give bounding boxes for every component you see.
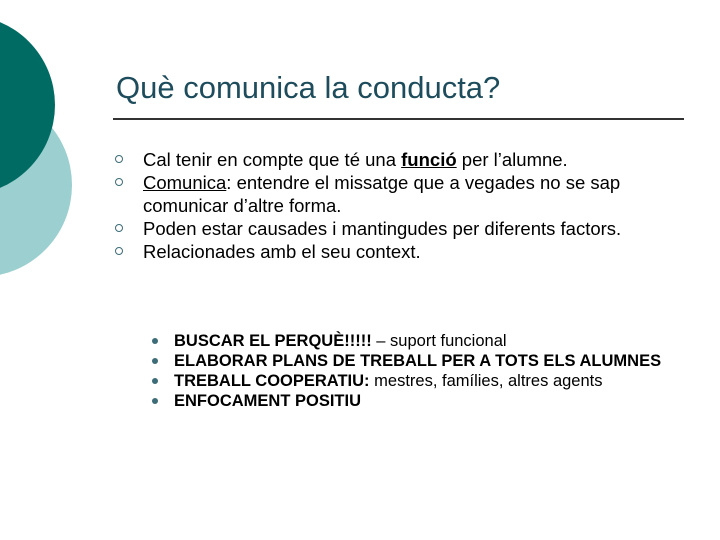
sub-bullet-bold-text: BUSCAR EL PERQUÈ!!!!!: [174, 332, 372, 350]
sub-bullet-bold-text: ELABORAR PLANS DE TREBALL PER A TOTS ELS ALUMNES: [174, 352, 662, 370]
sub-bullet-text: – suport funcional: [371, 332, 507, 350]
slide-title: Què comunica la conducta?: [116, 70, 501, 105]
bullet-text: Cal tenir en compte que té una: [143, 149, 402, 170]
sub-bullet-bold-text: ENFOCAMENT POSITIU: [174, 392, 362, 410]
ring-bullet-icon: [115, 224, 123, 232]
sub-bullet-item: [0, 371, 694, 391]
dot-bullet-icon: [152, 358, 158, 364]
ring-bullet-icon: [115, 178, 123, 186]
bullet-item: [0, 240, 663, 263]
sub-bullet-list: [0, 331, 694, 411]
bullet-text: Relacionades amb el seu context.: [143, 241, 421, 262]
bullet-text: Poden estar causades i mantingudes per diferents factors.: [143, 218, 622, 239]
bullet-underlined-text: Comunica: [143, 172, 227, 193]
dot-bullet-icon: [152, 378, 158, 384]
sub-bullet-bold-text: TREBALL COOPERATIU:: [174, 372, 370, 390]
dot-bullet-icon: [152, 338, 158, 344]
dot-bullet-icon: [152, 398, 158, 404]
bullet-text: per l’alumne.: [456, 149, 568, 170]
bullet-item: [0, 217, 663, 240]
bullet-underlined-text: funció: [401, 149, 457, 170]
bullet-text: : entendre el missatge que a vegades no se sap comunicar d’altre forma.: [143, 172, 621, 216]
sub-bullet-item: [0, 391, 694, 411]
sub-bullet-item: [0, 331, 694, 351]
bullet-item: [0, 148, 663, 171]
ring-bullet-icon: [115, 155, 123, 163]
ring-bullet-icon: [115, 247, 123, 255]
bullet-list: [0, 148, 663, 263]
bullet-item: [0, 171, 663, 217]
sub-bullet-text: mestres, famílies, altres agents: [369, 372, 603, 390]
sub-bullet-item: [0, 351, 694, 371]
title-divider: [113, 118, 684, 120]
